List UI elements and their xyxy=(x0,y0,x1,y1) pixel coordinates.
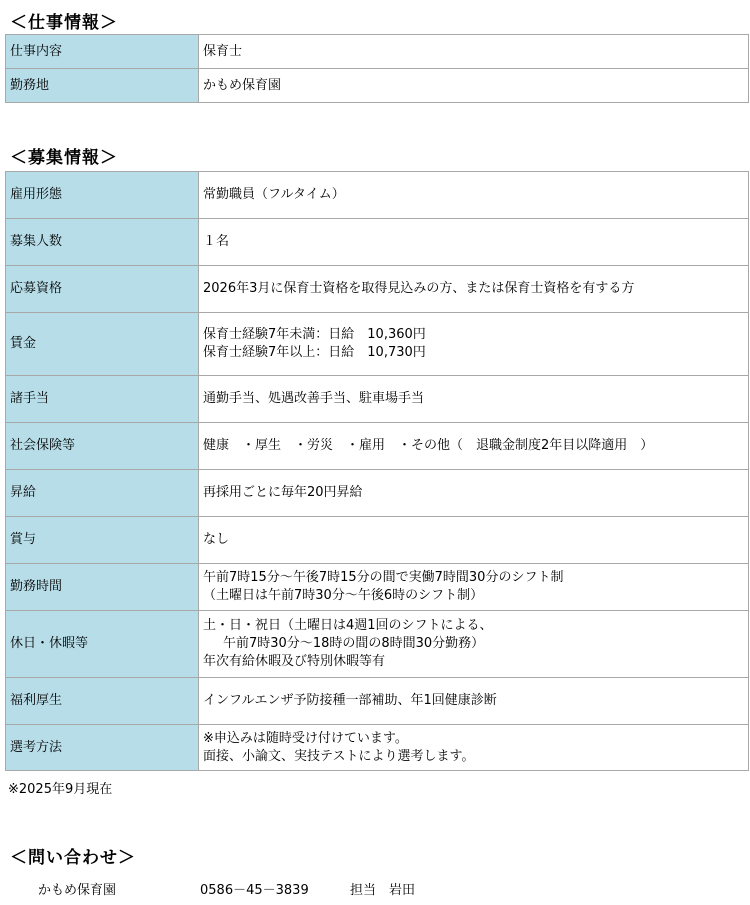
row-label: 応募資格 xyxy=(6,266,199,313)
row-label: 休日・休暇等 xyxy=(6,611,199,678)
row-label: 募集人数 xyxy=(6,219,199,266)
value-line: （土曜日は午前7時30分～午後6時のシフト制） xyxy=(203,588,484,603)
row-value: 保育士 xyxy=(199,35,749,69)
row-value: 再採用ごとに毎年20円昇給 xyxy=(199,470,749,517)
row-value xyxy=(199,611,749,678)
table-row xyxy=(6,172,749,219)
table-row xyxy=(6,376,749,423)
value-line: 保育士経験7年未満：日給 10,360円 xyxy=(203,327,426,342)
row-value: 通勤手当、処遇改善手当、駐車場手当 xyxy=(199,376,749,423)
section-title-job-info: ＜仕事情報＞ xyxy=(10,13,118,33)
table-row xyxy=(6,313,749,376)
row-value: かもめ保育園 xyxy=(199,69,749,103)
table-row xyxy=(6,611,749,678)
row-value: 健康 ・厚生 ・労災 ・雇用 ・その他（ 退職金制度2年目以降適用 ） xyxy=(199,423,749,470)
table-row xyxy=(6,725,749,771)
value-line: 午前7時30分～18時の間の8時間30分勤務） xyxy=(223,636,485,651)
row-value xyxy=(199,313,749,376)
row-value: なし xyxy=(199,517,749,564)
table-row xyxy=(6,219,749,266)
section-title-contact: ＜問い合わせ＞ xyxy=(10,848,136,868)
row-label: 雇用形態 xyxy=(6,172,199,219)
row-label: 賃金 xyxy=(6,313,199,376)
contact-name: かもめ保育園 xyxy=(38,883,117,898)
value-line: 面接、小論文、実技テストにより選考します。 xyxy=(203,748,475,764)
date-note: ※2025年9月現在 xyxy=(8,782,113,797)
table-row xyxy=(6,564,749,611)
row-label: 勤務時間 xyxy=(6,564,199,611)
table-row xyxy=(6,35,749,69)
row-label: 選考方法 xyxy=(6,725,199,771)
section-title-recruit-info: ＜募集情報＞ xyxy=(10,148,118,168)
row-value: 2026年3月に保育士資格を取得見込みの方、または保育士資格を有する方 xyxy=(199,266,749,313)
table-row xyxy=(6,266,749,313)
table-row xyxy=(6,678,749,725)
row-label: 仕事内容 xyxy=(6,35,199,69)
row-value xyxy=(199,564,749,611)
table-row xyxy=(6,423,749,470)
value-line: 午前7時15分～午後7時15分の間で実働7時間30分のシフト制 xyxy=(203,570,564,585)
row-value: 常勤職員（フルタイム） xyxy=(199,172,749,219)
recruit-info-table xyxy=(5,171,749,771)
value-line: ※申込みは随時受け付けています。 xyxy=(203,730,408,746)
table-row xyxy=(6,517,749,564)
contact-phone: 0586－45－3839 xyxy=(200,883,309,898)
row-label: 社会保険等 xyxy=(6,423,199,470)
row-value xyxy=(199,725,749,771)
job-info-table xyxy=(5,34,749,103)
value-line: 保育士経験7年以上：日給 10,730円 xyxy=(203,345,426,360)
row-label: 昇給 xyxy=(6,470,199,517)
table-row xyxy=(6,69,749,103)
row-label: 諸手当 xyxy=(6,376,199,423)
row-label: 福利厚生 xyxy=(6,678,199,725)
contact-person: 担当 岩田 xyxy=(350,883,416,898)
row-value: １名 xyxy=(199,219,749,266)
table-row xyxy=(6,470,749,517)
row-label: 勤務地 xyxy=(6,69,199,103)
value-line: 土・日・祝日（土曜日は4週1回のシフトによる、 xyxy=(203,618,493,633)
value-line: 年次有給休暇及び特別休暇等有 xyxy=(203,654,386,669)
row-value: インフルエンザ予防接種一部補助、年1回健康診断 xyxy=(199,678,749,725)
row-label: 賞与 xyxy=(6,517,199,564)
